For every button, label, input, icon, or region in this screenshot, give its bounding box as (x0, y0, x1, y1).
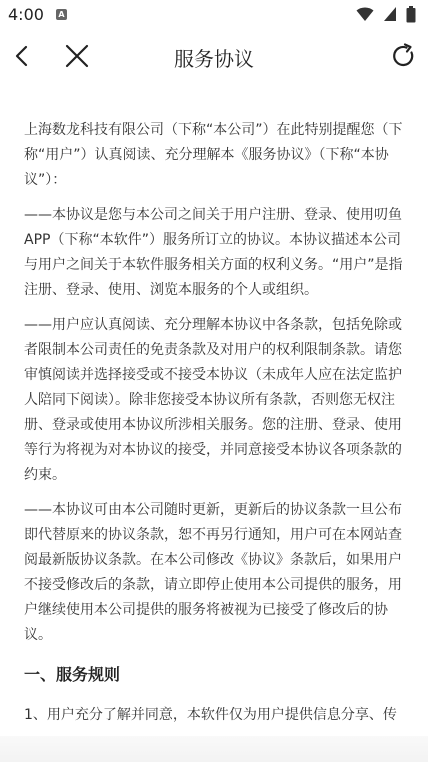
battery-icon (406, 6, 416, 23)
bottom-nav-gesture-area (0, 736, 428, 762)
section-heading: 一、服务规则 (24, 665, 121, 684)
agreement-paragraph: ——本协议是您与本公司之间关于用户注册、登录、使用叨鱼APP（下称“本软件”）服务所订立的协议。本协议描述本公司与用户之间关于本软件服务相关方面的权利义务。“用户”是指注册、登录、使用、浏览本服务的个人或组织。 (24, 207, 403, 298)
navigation-bar (0, 30, 428, 82)
intro-paragraph: 上海数龙科技有限公司（下称“本公司”）在此特别提醒您（下称“用户”）认真阅读、充分理解本《服务协议》（下称“本协议”）： (24, 122, 403, 188)
wifi-icon (356, 6, 374, 22)
refresh-button[interactable] (390, 43, 416, 69)
update-notice-paragraph: ——本协议可由本公司随时更新，更新后的协议条款一旦公布即代替原来的协议条款，恕不再另行通知，用户可在本网站查阅最新版协议条款。在本公司修改《协议》条款后，如果用户不接受修改后的条款，请立即停止使用本公司提供的服务，用户继续使用本公司提供的服务将被视为已接受了修改后的协议。 (24, 502, 402, 643)
reading-notice-paragraph: ——用户应认真阅读、充分理解本协议中各条款，包括免除或者限制本公司责任的免责条款及对用户的权利限制条款。请您审慎阅读并选择接受或不接受本协议（未成年人应在法定监护人陪同下阅读）。除非您接受本协议所有条款，否则您无权注册、登录或使用本协议所涉相关服务。您的注册、登录、使用等行为将视为对本协议的接受，并同意接受本协议各项条款的约束。 (24, 317, 402, 483)
refresh-icon (390, 43, 416, 69)
notification-icon: A (56, 9, 67, 20)
signal-icon (383, 6, 397, 22)
rule-paragraph: 1、用户充分了解并同意，本软件仅为用户提供信息分享、传 (24, 707, 397, 723)
page-title: 服务协议 (174, 47, 254, 71)
status-bar (0, 0, 428, 30)
status-icons (352, 6, 416, 24)
agreement-content (24, 118, 408, 738)
status-time: 4:00 (8, 5, 44, 24)
